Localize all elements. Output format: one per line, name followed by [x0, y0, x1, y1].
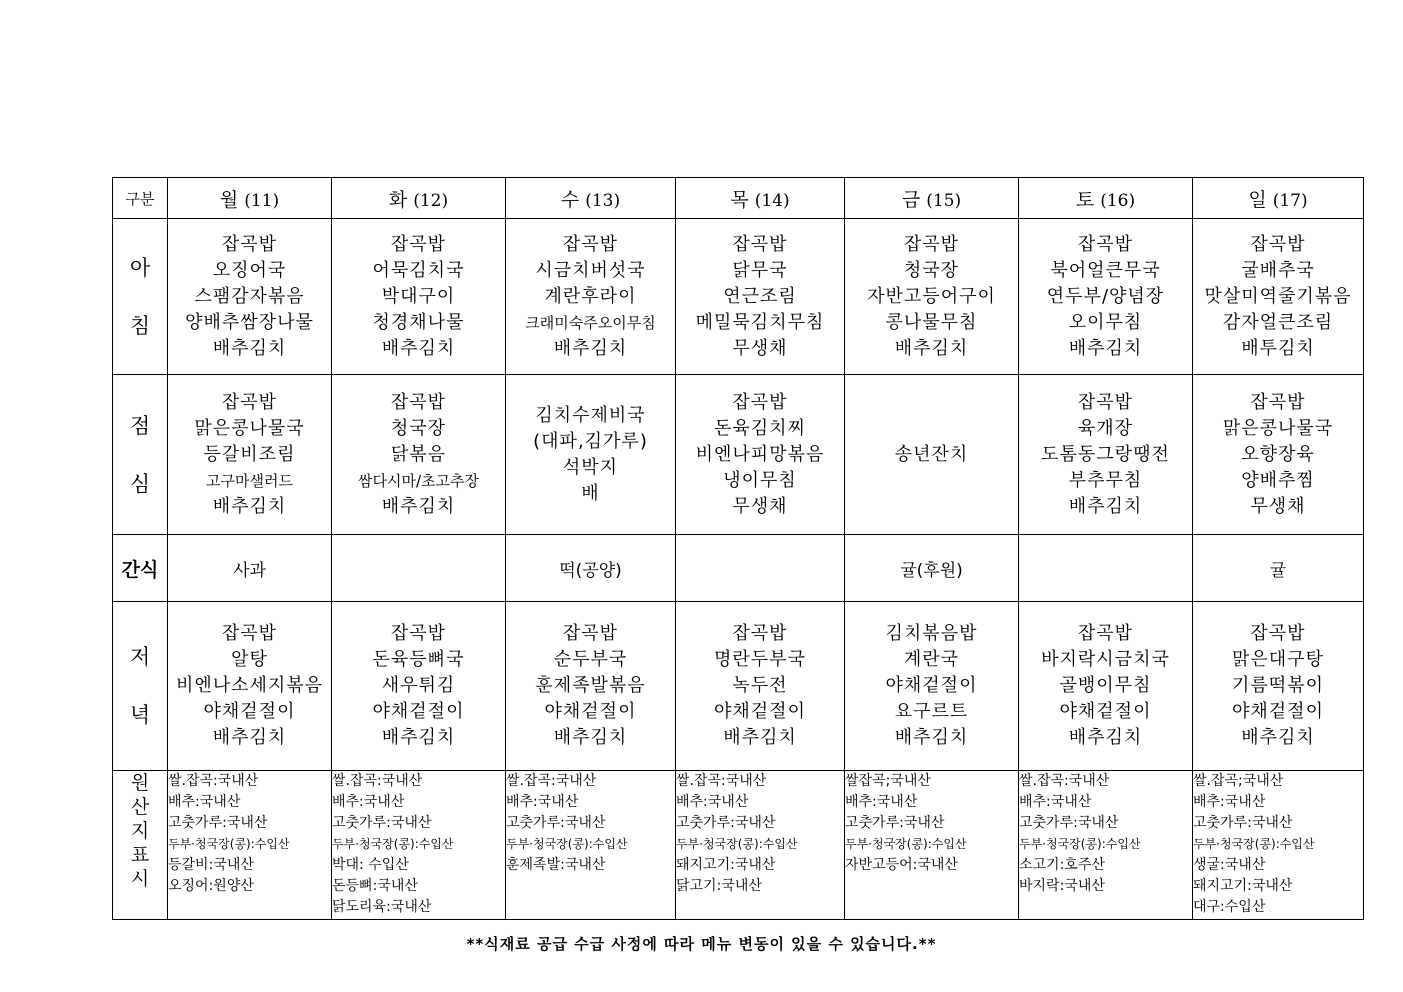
menu-change-notice: **식재료 공급 수급 사정에 따라 메뉴 변동이 있을 수 있습니다.** — [466, 935, 937, 953]
menu-item: 돈육김치찌 — [714, 417, 806, 439]
origin-item: 쌀.잡곡:국내산 — [168, 773, 259, 789]
origin-item: 훈제족발:국내산 — [506, 857, 606, 873]
menu-item: 청경채나물 — [372, 311, 465, 333]
menu-item: 북어얼큰무국 — [1050, 259, 1161, 281]
menu-item: 배추김치 — [723, 727, 797, 748]
menu-item: 등갈비조림 — [203, 443, 296, 465]
menu-item: 무생채 — [732, 495, 788, 517]
menu-item: 무생채 — [1250, 495, 1306, 517]
origin-cell — [332, 771, 506, 920]
origin-item: 두부·청국장(콩):수입산 — [168, 837, 290, 851]
menu-item: 잡곡밥 — [1077, 623, 1134, 644]
menu-item: 잡곡밥 — [221, 233, 278, 255]
snack-cell: 귤 — [1193, 535, 1364, 602]
menu-item: 오향장육 — [1241, 443, 1315, 465]
day-header — [1193, 178, 1364, 219]
menu-item: 감자얼큰조림 — [1222, 311, 1334, 333]
menu-item: 고구마샐러드 — [206, 471, 293, 490]
menu-cell — [845, 219, 1019, 375]
menu-cell — [1019, 219, 1193, 375]
menu-item: 야채겉절이 — [544, 701, 637, 722]
menu-item: 배추김치 — [212, 495, 287, 517]
menu-item: 잡곡밥 — [562, 623, 619, 644]
menu-item: 도톰동그랑땡전 — [1041, 443, 1170, 465]
menu-cell — [506, 219, 676, 375]
day-name: 목 — [730, 188, 749, 211]
origin-item: 고춧가루:국내산 — [676, 815, 776, 831]
origin-item: 두부·청국장(콩):수입산 — [506, 837, 628, 851]
origin-cell — [676, 771, 845, 920]
origin-item: 쌀.잡곡;국내산 — [1193, 773, 1284, 789]
origin-item: 고춧가루:국내산 — [332, 815, 432, 831]
origin-item: 배추:국내산 — [332, 794, 405, 810]
menu-item: 야채겉절이 — [203, 701, 296, 722]
origin-item: 닭도리육:국내산 — [332, 899, 432, 915]
origin-label: 원 산 지 표 시 — [113, 771, 168, 920]
menu-item: 잡곡밥 — [390, 233, 447, 255]
menu-cell — [1193, 375, 1364, 535]
origin-item: 쌀잡곡;국내산 — [845, 773, 931, 789]
menu-cell — [676, 602, 845, 771]
origin-item: 배추:국내산 — [168, 794, 241, 810]
menu-item: 야채겉절이 — [885, 675, 978, 696]
menu-item: 야채겉절이 — [372, 701, 465, 722]
menu-item: 야채겉절이 — [714, 701, 806, 722]
breakfast-row — [113, 219, 1364, 375]
day-name: 토 — [1075, 188, 1095, 211]
menu-item: 배추김치 — [381, 337, 456, 359]
menu-item: 맑은대구탕 — [1232, 649, 1324, 670]
day-date: (17) — [1272, 190, 1308, 211]
origin-item: 배추:국내산 — [1193, 794, 1266, 810]
day-name: 금 — [901, 188, 921, 211]
menu-item: 배추김치 — [381, 495, 456, 517]
menu-item: 잡곡밥 — [732, 233, 788, 255]
origin-item: 쌀.잡곡:국내산 — [1019, 773, 1110, 789]
menu-item: 연근조림 — [723, 285, 797, 307]
origin-item: 두부·청국장(콩):수입산 — [845, 837, 967, 851]
day-name: 수 — [560, 188, 580, 211]
origin-item: 두부·청국장(콩):수입산 — [676, 837, 798, 851]
menu-item: 잡곡밥 — [732, 391, 788, 413]
menu-cell — [506, 375, 676, 535]
day-date: (15) — [926, 190, 962, 211]
snack-cell: 귤(후원) — [845, 535, 1019, 602]
menu-item: 양배추찜 — [1241, 469, 1315, 491]
origin-item: 돼지고기:국내산 — [676, 857, 776, 873]
menu-item: 순두부국 — [553, 649, 628, 670]
menu-cell — [845, 602, 1019, 771]
menu-item: 박대구이 — [381, 285, 456, 307]
snack-cell — [676, 535, 845, 602]
menu-cell — [168, 602, 332, 771]
menu-cell — [168, 219, 332, 375]
menu-item: 배추김치 — [1241, 727, 1315, 748]
menu-item: (대파,김가루) — [533, 430, 648, 452]
menu-cell — [332, 375, 506, 535]
menu-item: 청국장 — [903, 259, 960, 281]
snack-cell — [1019, 535, 1193, 602]
menu-item: 녹두전 — [732, 675, 788, 696]
menu-item: 석박지 — [562, 456, 619, 478]
menu-cell — [1193, 602, 1364, 771]
menu-item: 김치볶음밥 — [885, 623, 978, 644]
origin-item: 바지락:국내산 — [1019, 878, 1105, 894]
dinner-row — [113, 602, 1364, 771]
day-header — [168, 178, 332, 219]
menu-item: 잡곡밥 — [1077, 233, 1134, 255]
menu-item: 야채겉절이 — [1232, 701, 1324, 722]
day-name: 일 — [1248, 188, 1267, 211]
menu-item: 배 — [581, 482, 600, 504]
menu-cell — [506, 602, 676, 771]
menu-cell — [168, 375, 332, 535]
menu-item: 연두부/양념장 — [1046, 285, 1165, 307]
menu-item: 잡곡밥 — [1077, 391, 1134, 413]
origin-cell — [1193, 771, 1364, 920]
menu-item: 잡곡밥 — [221, 391, 278, 413]
header-label: 구분 — [113, 178, 168, 219]
menu-item: 굴배추국 — [1241, 259, 1315, 281]
menu-item: 배추김치 — [1068, 495, 1143, 517]
menu-item: 콩나물무침 — [885, 311, 978, 333]
menu-cell — [1019, 602, 1193, 771]
origin-item: 고춧가루:국내산 — [506, 815, 606, 831]
origin-item: 쌀.잡곡:국내산 — [676, 773, 767, 789]
menu-item: 맑은콩나물국 — [194, 417, 305, 439]
origin-item: 두부·청국장(콩):수입산 — [332, 837, 454, 851]
menu-item: 돈육등뼈국 — [372, 649, 465, 670]
weekly-menu-table — [112, 177, 1364, 920]
dinner-label: 저 녁 — [113, 602, 168, 771]
menu-item: 육개장 — [1077, 417, 1134, 439]
menu-cell — [845, 375, 1019, 535]
menu-item: 새우튀김 — [381, 675, 456, 696]
origin-item: 쌀.잡곡:국내산 — [506, 773, 597, 789]
day-date: (16) — [1100, 190, 1136, 211]
menu-item: 청국장 — [390, 417, 447, 439]
menu-item: 배추김치 — [894, 727, 969, 748]
menu-item: 배추김치 — [1068, 337, 1143, 359]
menu-item: 오이무침 — [1068, 311, 1143, 333]
menu-item: 시금치버섯국 — [535, 259, 646, 281]
origin-item: 소고기:호주산 — [1019, 857, 1105, 873]
menu-item: 자반고등어구이 — [867, 285, 996, 307]
origin-cell — [168, 771, 332, 920]
menu-item: 알탕 — [231, 649, 268, 670]
menu-item: 배추김치 — [894, 337, 969, 359]
menu-item: 배추김치 — [212, 727, 287, 748]
day-date: (14) — [754, 190, 790, 211]
menu-item: 쌈다시마/초고추장 — [358, 471, 479, 490]
day-header — [506, 178, 676, 219]
origin-item: 닭고기:국내산 — [676, 878, 762, 894]
menu-item: 배추김치 — [553, 337, 628, 359]
menu-cell — [1019, 375, 1193, 535]
origin-item: 등갈비:국내산 — [168, 857, 254, 873]
snack-row — [113, 535, 1364, 602]
header-row — [113, 178, 1364, 219]
menu-item: 야채겉절이 — [1059, 701, 1152, 722]
day-date: (11) — [244, 190, 280, 211]
day-header — [1019, 178, 1193, 219]
origin-item: 고춧가루:국내산 — [1193, 815, 1293, 831]
menu-cell — [1193, 219, 1364, 375]
breakfast-label: 아 침 — [113, 219, 168, 375]
menu-item: 배투김치 — [1241, 337, 1315, 359]
origin-item: 두부·청국장(콩):수입산 — [1193, 837, 1315, 851]
day-date: (13) — [585, 190, 621, 211]
origin-item: 쌀.잡곡:국내산 — [332, 773, 423, 789]
menu-item: 골뱅이무침 — [1059, 675, 1152, 696]
origin-cell — [845, 771, 1019, 920]
origin-item: 돼지고기:국내산 — [1193, 878, 1293, 894]
lunch-label: 점 심 — [113, 375, 168, 535]
menu-item: 오징어국 — [212, 259, 287, 281]
menu-item: 잡곡밥 — [1250, 233, 1306, 255]
menu-item: 양배추쌈장나물 — [185, 311, 314, 333]
origin-item: 고춧가루:국내산 — [168, 815, 268, 831]
menu-item: 계란후라이 — [544, 285, 637, 307]
menu-item: 무생채 — [732, 337, 788, 359]
day-header — [845, 178, 1019, 219]
menu-item: 크래미숙주오이무침 — [525, 313, 656, 332]
menu-item: 메밀묵김치무침 — [695, 311, 825, 333]
origin-item: 두부·청국장(콩):수입산 — [1019, 837, 1141, 851]
menu-item: 기름떡볶이 — [1232, 675, 1324, 696]
menu-cell — [332, 602, 506, 771]
menu-item: 배추김치 — [1068, 727, 1143, 748]
day-name: 월 — [219, 188, 239, 211]
menu-item: 맑은콩나물국 — [1222, 417, 1334, 439]
origin-item: 생굴:국내산 — [1193, 857, 1266, 873]
origin-item: 자반고등어:국내산 — [845, 857, 958, 873]
menu-cell — [332, 219, 506, 375]
origin-row — [113, 771, 1364, 920]
menu-cell — [676, 375, 845, 535]
menu-item: 훈제족발볶음 — [535, 675, 646, 696]
snack-cell: 사과 — [168, 535, 332, 602]
day-header — [676, 178, 845, 219]
menu-cell — [676, 219, 845, 375]
menu-item: 배추김치 — [212, 337, 287, 359]
menu-item: 부추무침 — [1068, 469, 1143, 491]
menu-item: 김치수제비국 — [535, 404, 646, 426]
menu-item: 어묵김치국 — [372, 259, 465, 281]
menu-item: 잡곡밥 — [732, 623, 788, 644]
menu-item: 닭무국 — [732, 259, 788, 281]
menu-item: 스팸감자볶음 — [194, 285, 305, 307]
snack-cell — [332, 535, 506, 602]
origin-item: 배추:국내산 — [845, 794, 918, 810]
menu-item: 송년잔치 — [894, 443, 969, 465]
origin-item: 대구:수입산 — [1193, 899, 1266, 915]
menu-item: 잡곡밥 — [221, 623, 278, 644]
menu-item: 잡곡밥 — [1250, 391, 1306, 413]
menu-item: 잡곡밥 — [1250, 623, 1306, 644]
menu-item: 잡곡밥 — [903, 233, 960, 255]
menu-item: 잡곡밥 — [390, 623, 447, 644]
day-date: (12) — [413, 190, 449, 211]
snack-label: 간식 — [113, 535, 168, 602]
menu-item: 배추김치 — [381, 727, 456, 748]
menu-item: 요구르트 — [894, 701, 969, 722]
origin-item: 고춧가루:국내산 — [845, 815, 945, 831]
origin-cell — [1019, 771, 1193, 920]
origin-item: 배추:국내산 — [506, 794, 579, 810]
origin-item: 고춧가루:국내산 — [1019, 815, 1119, 831]
origin-cell — [506, 771, 676, 920]
origin-item: 오징어:원양산 — [168, 878, 254, 894]
origin-item: 배추:국내산 — [1019, 794, 1092, 810]
snack-cell: 떡(공양) — [506, 535, 676, 602]
menu-item: 배추김치 — [553, 727, 628, 748]
day-header — [332, 178, 506, 219]
menu-item: 명란두부국 — [714, 649, 806, 670]
menu-item: 비엔나소세지볶음 — [175, 675, 324, 696]
menu-item: 맛살미역줄기볶음 — [1204, 285, 1352, 307]
day-name: 화 — [388, 188, 408, 211]
menu-item: 바지락시금치국 — [1041, 649, 1170, 670]
menu-item: 잡곡밥 — [562, 233, 619, 255]
menu-item: 계란국 — [903, 649, 960, 670]
lunch-row — [113, 375, 1364, 535]
origin-item: 돈등뼈:국내산 — [332, 878, 418, 894]
menu-item: 냉이무침 — [723, 469, 797, 491]
origin-item: 박대: 수입산 — [332, 857, 409, 873]
menu-item: 비엔나피망볶음 — [695, 443, 825, 465]
menu-item: 잡곡밥 — [390, 391, 447, 413]
menu-item: 닭볶음 — [390, 443, 447, 465]
origin-item: 배추:국내산 — [676, 794, 749, 810]
